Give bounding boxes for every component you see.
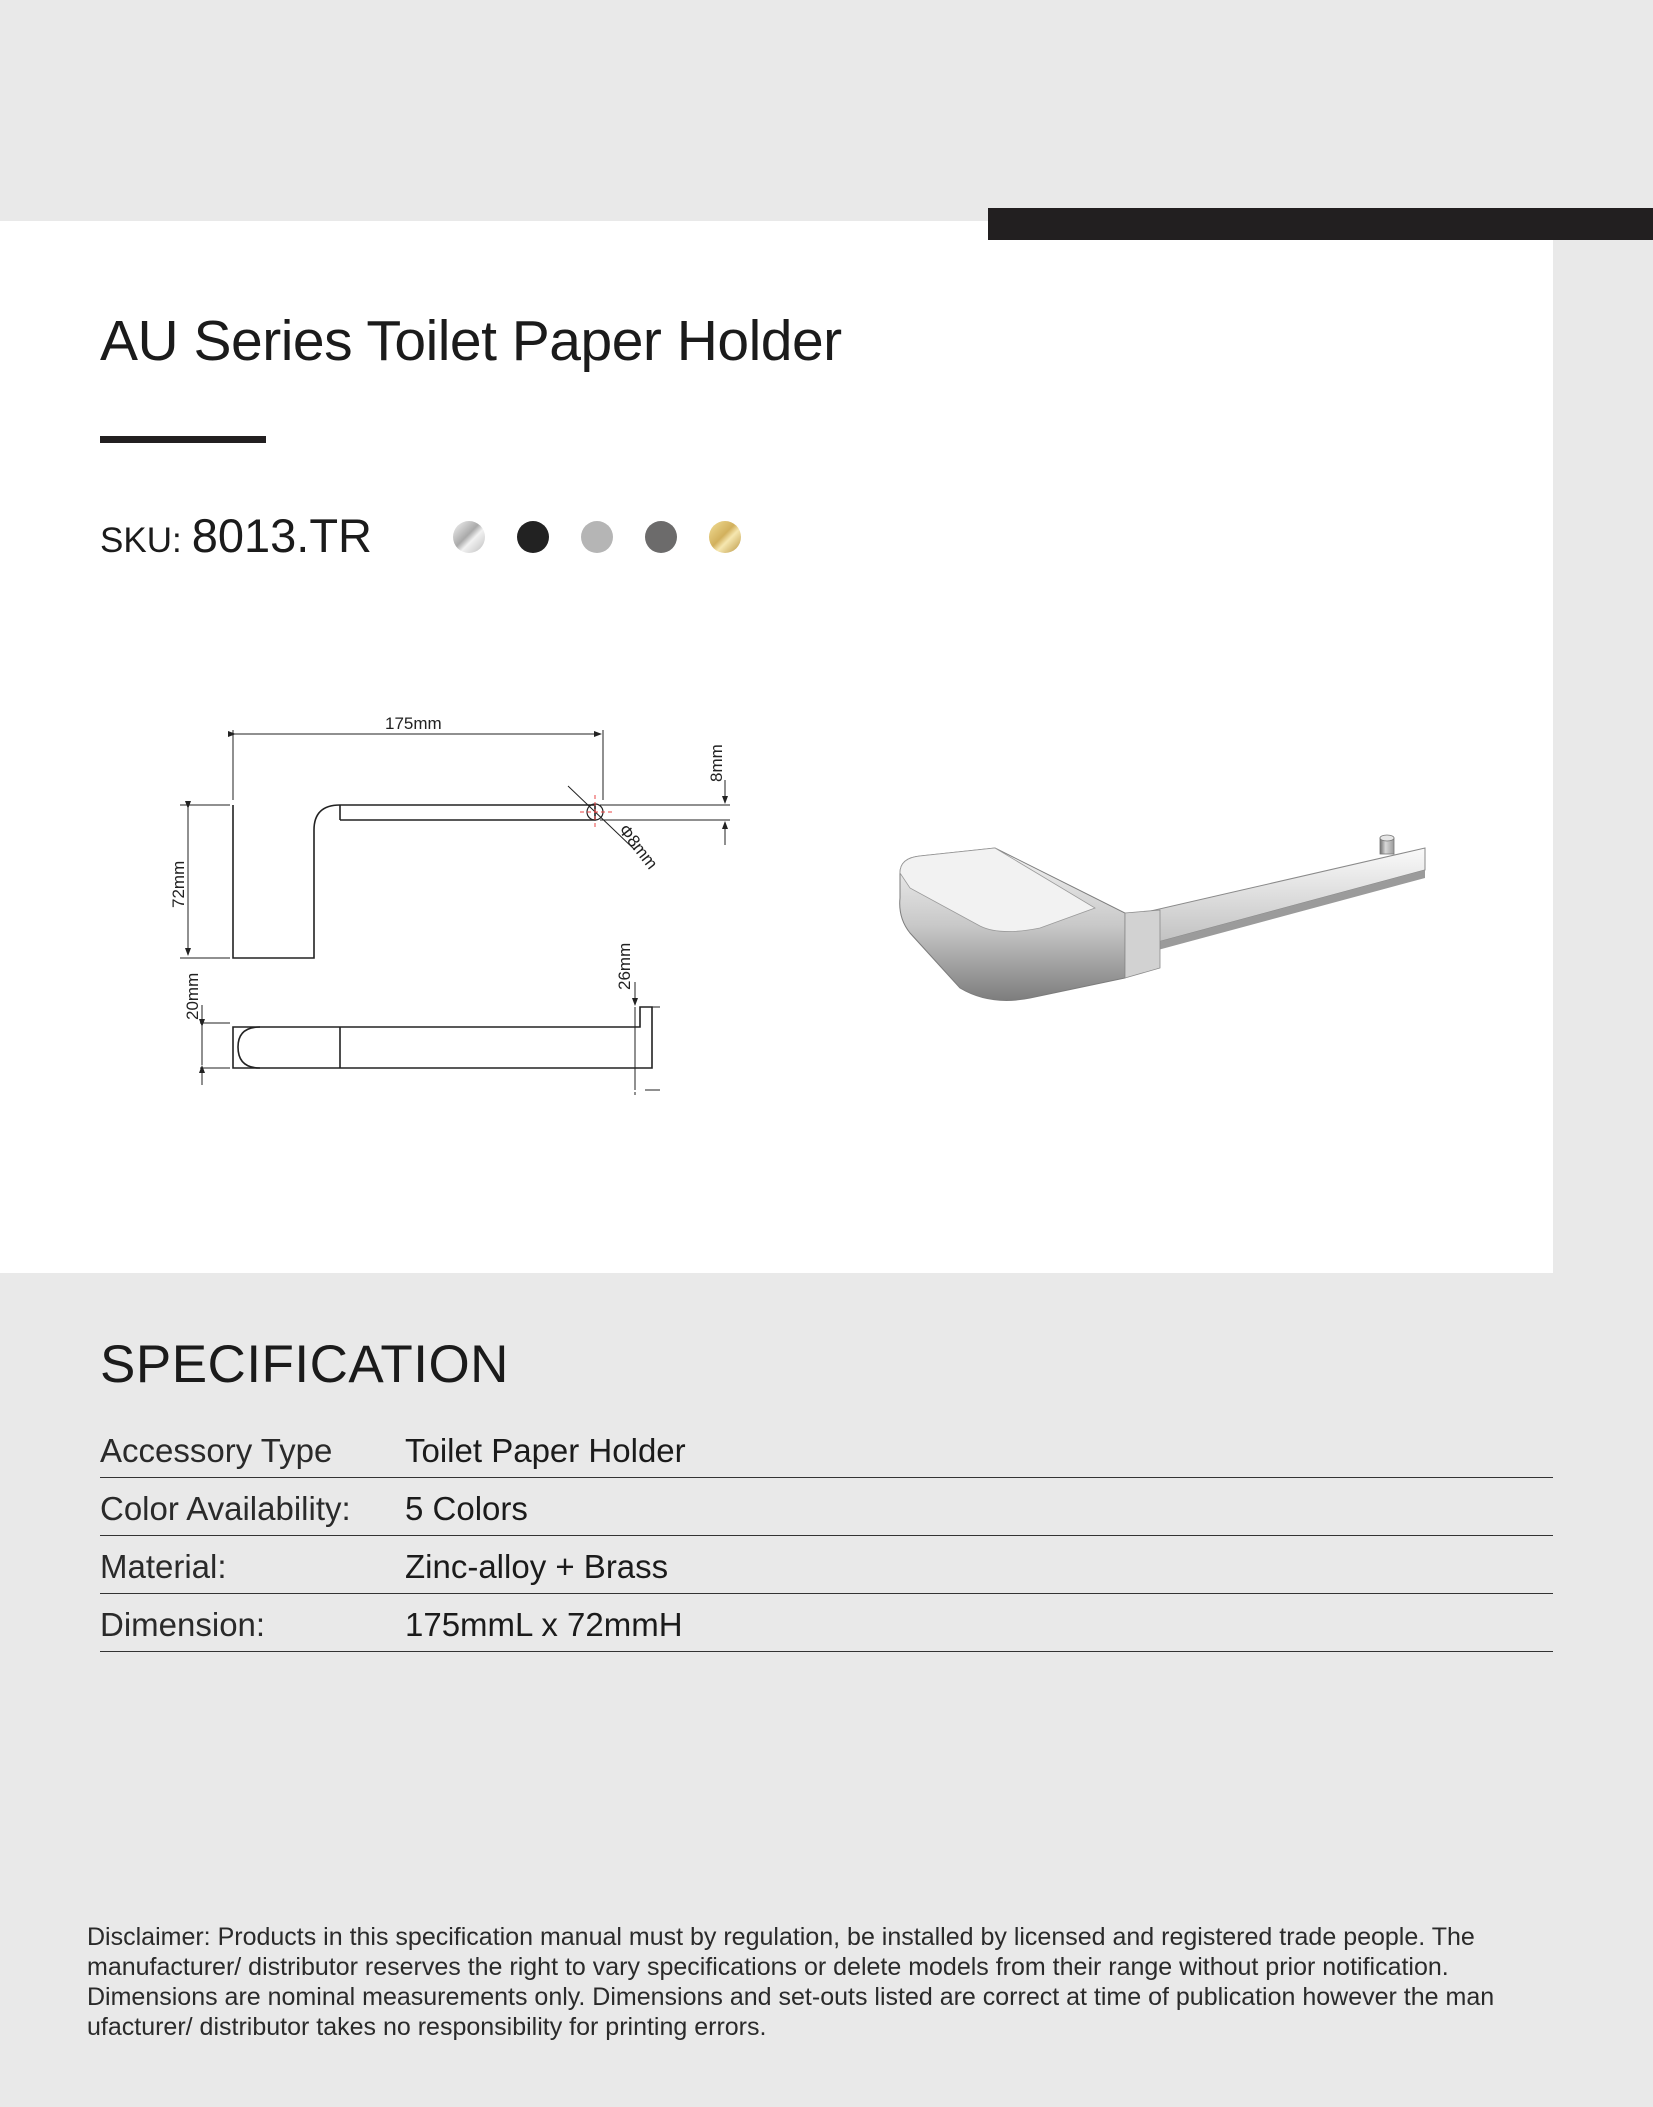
spec-value: Toilet Paper Holder <box>405 1432 686 1469</box>
header-accent-bar <box>988 208 1653 240</box>
dim-tip-label: 26mm <box>615 942 634 990</box>
spec-value: 175mmL x 72mmH <box>405 1606 683 1643</box>
spec-label: Dimension: <box>100 1606 266 1643</box>
spec-value: Zinc-alloy + Brass <box>405 1548 669 1585</box>
spec-row <box>100 1420 1553 1478</box>
spec-label: Color Availability: <box>100 1490 351 1527</box>
sku-row <box>100 508 372 563</box>
dim-depth-label: 20mm <box>183 972 202 1020</box>
product-image <box>880 818 1440 1028</box>
specification-table <box>100 1420 1553 1652</box>
sku-label: SKU: <box>100 521 182 560</box>
specification-heading: SPECIFICATION <box>100 1335 509 1394</box>
dim-width-label: 175mm <box>385 714 442 733</box>
sku-value: 8013.TR <box>191 509 372 562</box>
spec-value: 5 Colors <box>405 1490 528 1527</box>
spec-row <box>100 1536 1553 1594</box>
dim-height-label: 72mm <box>169 860 188 908</box>
dim-diameter-label: Φ8mm <box>614 820 662 873</box>
spec-label: Accessory Type <box>100 1432 333 1469</box>
disclaimer-text: Disclaimer: Products in this specification manual must by regulation, be installed by licensed and registered trade people. The manufacturer/ distributor reserves the right to vary specifications or delete models from their range without prior notification. Dimensions are nominal measurements only. Dimensions and set-outs listed are correct at time of publication however the man ufacturer/ distributor takes no responsibility for printing errors. <box>87 1923 1495 2041</box>
swatch-chrome[interactable] <box>453 521 485 553</box>
spec-row <box>100 1478 1553 1536</box>
page-title: AU Series Toilet Paper Holder <box>100 309 842 373</box>
spec-row <box>100 1594 1553 1652</box>
front-view-outline <box>233 805 595 958</box>
top-view-outline <box>233 1007 652 1068</box>
color-swatches <box>453 521 741 553</box>
spec-label: Material: <box>100 1548 227 1585</box>
swatch-gunmetal[interactable] <box>645 521 677 553</box>
technical-drawing <box>140 700 760 1110</box>
title-underline <box>100 436 266 443</box>
swatch-brushed-nickel[interactable] <box>581 521 613 553</box>
dim-tube-label: 8mm <box>707 744 726 782</box>
swatch-brushed-gold[interactable] <box>709 521 741 553</box>
swatch-matte-black[interactable] <box>517 521 549 553</box>
